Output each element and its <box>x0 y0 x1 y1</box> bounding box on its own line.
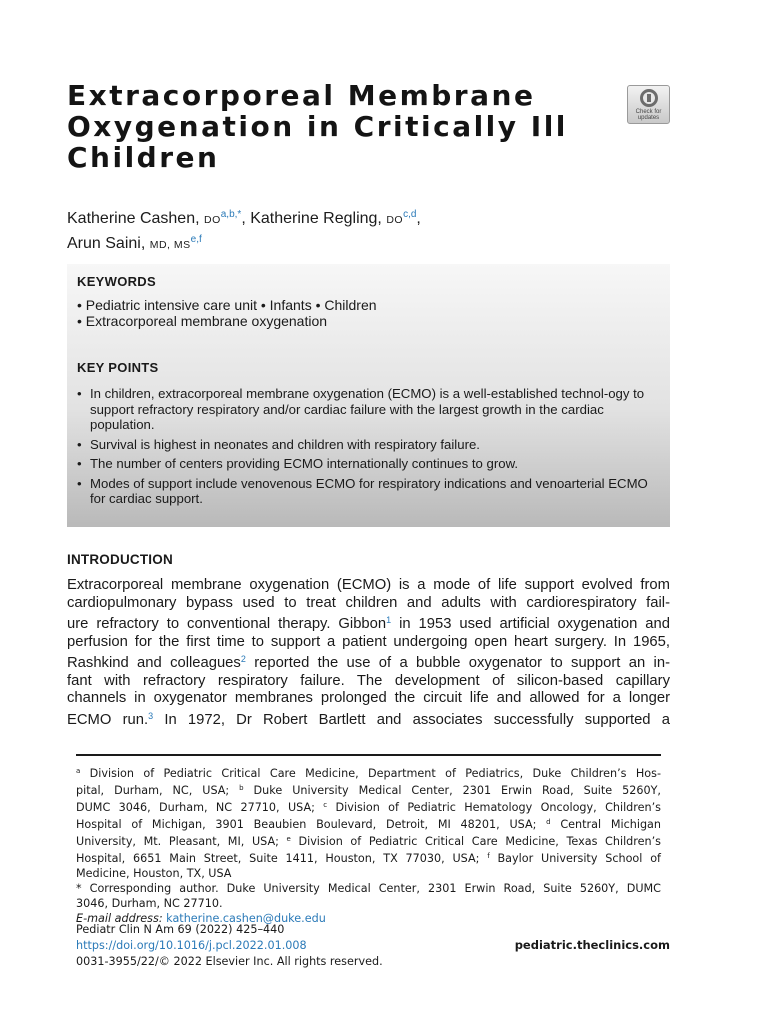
key-point-item: • In children, extracorporeal membrane oxygenation (ECMO) is a well-established technol-ogy to support refractory respiratory and/or cardiac failure with the largest growth in the cardiac population. <box>77 386 657 433</box>
body-line: channels in oxygenator membranes prolonged the circuit life and allowed for a longer <box>67 690 670 706</box>
email-link[interactable]: katherine.cashen@duke.edu <box>166 912 326 925</box>
key-point-item: • Survival is highest in neonates and children with respiratory failure. <box>77 437 657 453</box>
corresponding-author-line: * Corresponding author. Duke University Medical Center, 2301 Erwin Road, Suite 5260Y, DUMC <box>76 882 661 895</box>
footnote-divider <box>76 754 661 756</box>
affiliation-ref[interactable]: c,d <box>403 209 417 220</box>
footnote-line: University, Mt. Pleasant, MI, USA; $^e$ Division of Pediatric Critical Care Medicine, Texas Children’s <box>76 835 661 848</box>
key-point-item: • Modes of support include venovenous ECMO for respiratory indications and venoarterial ECMO for cardiac support. <box>77 476 657 507</box>
body-line: cardiopulmonary bypass used to treat children and adults with cardiorespiratory fail- <box>67 594 670 611</box>
email-label: E-mail address: <box>76 912 163 925</box>
footnote-line: Hospital, 6651 Main Street, Suite 1411, Houston, TX 77030, USA; $^f$ Baylor University School of <box>76 852 661 865</box>
title-line-2: Oxygenation in Critically Ill <box>67 110 568 143</box>
key-points-heading: KEY POINTS <box>77 360 159 375</box>
author-degree: DO <box>203 214 221 226</box>
copyright-line: 0031-3955/22/© 2022 Elsevier Inc. All rights reserved. <box>76 955 383 968</box>
journal-site[interactable]: pediatric.theclinics.com <box>514 938 670 952</box>
keywords-line: • Pediatric intensive care unit • Infants • Children <box>77 297 377 313</box>
check-for-updates-label: Check for updates <box>635 109 662 121</box>
affiliation-footnotes <box>76 764 661 926</box>
body-line: fant with refractory respiratory failure. The development of silicon-based capillary <box>67 672 670 689</box>
body-line: ure refractory to conventional therapy. Gibbon$^1$ in 1953 used artificial oxygenation and <box>67 615 670 632</box>
author-name: Katherine Cashen, <box>67 210 200 227</box>
body-line: Extracorporeal membrane oxygenation (ECMO) is a mode of life support evolved from <box>67 577 670 593</box>
footnote-line: $^a$ Division of Pediatric Critical Care Medicine, Department of Pediatrics, Duke Children’s Hos- <box>76 767 661 780</box>
author-line-2 <box>67 230 627 255</box>
corresponding-author-line: 3046, Durham, NC 27710. <box>76 897 223 910</box>
author-line-1: Katherine Cashen, $DO^{a,b,*}$, Katherine Regling, DO$^{c,d}$, <box>67 209 421 227</box>
title-line-3: Children <box>67 141 220 174</box>
author-list <box>67 205 627 255</box>
author-name: , Katherine Regling, <box>241 210 382 227</box>
check-for-updates-icon <box>640 89 658 107</box>
body-line: Rashkind and colleagues$^2$ reported the use of a bubble oxygenator to support an in- <box>67 654 670 671</box>
footnote-line: Hospital of Michigan, 3901 Beaubien Boulevard, Detroit, MI 48201, USA; $^d$ Central Michigan <box>76 818 661 831</box>
citation-link[interactable]: 1 <box>386 615 392 625</box>
citation-link[interactable]: 2 <box>240 654 246 664</box>
introduction-heading: INTRODUCTION <box>67 552 173 567</box>
affiliation-ref[interactable]: a,b,* <box>220 209 242 220</box>
doi-link[interactable]: https://doi.org/10.1016/j.pcl.2022.01.008 <box>76 939 307 952</box>
keywords-list <box>77 297 657 329</box>
body-line: perfusion for the first time to support a patient undergoing open heart surgery. In 1965, <box>67 633 670 650</box>
author-degree: DO <box>386 214 404 226</box>
key-points-list <box>77 386 657 511</box>
check-for-updates-badge[interactable] <box>627 85 670 124</box>
journal-citation: Pediatr Clin N Am 69 (2022) 425–440 <box>76 923 285 936</box>
keywords-line: • Extracorporeal membrane oxygenation <box>77 313 328 329</box>
title-line-1: Extracorporeal Membrane <box>67 79 536 112</box>
footnote-line: pital, Durham, NC, USA; $^b$ Duke University Medical Center, 2301 Erwin Road, Suite 5260Y, <box>76 784 661 797</box>
key-point-item: • The number of centers providing ECMO internationally continues to grow. <box>77 456 657 472</box>
affiliation-ref[interactable]: e,f <box>190 234 202 245</box>
body-line: ECMO run.$^3$ In 1972, Dr Robert Bartlett and associates successfully supported a <box>67 710 670 728</box>
keywords-keypoints-box <box>67 264 670 527</box>
article-title <box>67 80 607 173</box>
footnote-line: Medicine, Houston, TX, USA <box>76 867 232 880</box>
keywords-heading: KEYWORDS <box>77 274 156 289</box>
footnote-line: DUMC 3046, Durham, NC 27710, USA; $^c$ Division of Pediatric Hematology Oncology, Children’s <box>76 801 661 814</box>
introduction-body <box>67 577 670 729</box>
author-name: Arun Saini, <box>67 235 146 252</box>
author-degree: MD, MS <box>149 239 191 251</box>
citation-link[interactable]: 3 <box>148 710 154 721</box>
